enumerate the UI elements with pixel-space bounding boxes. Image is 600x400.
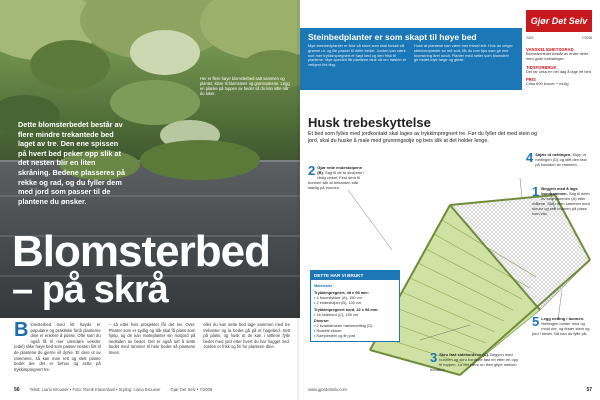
step-text: Nettingen holder mus og mold ute, og fester stein og jord i bedet. Nå kan du fylle på. <box>532 321 590 336</box>
info-box <box>526 44 592 87</box>
step-text: Klipp ut nettingen (D) og stift den fast på innsiden av rammen. <box>535 152 587 167</box>
materials-section: Trykkimpregnert, 48 x 98 mm: <box>314 289 369 295</box>
info-label: TIDSFORBRUK <box>526 64 557 70</box>
materials-section: Trykkimpregnert bord, 22 x 98 mm: <box>314 306 379 312</box>
materials-item: • Kampestein og fin jord <box>314 333 356 339</box>
materials-heading: DETTE HAR VI BRUKT <box>311 271 399 280</box>
step-4 <box>526 152 592 167</box>
page-number: 57 <box>586 387 592 393</box>
info-label: PRIS <box>526 77 536 83</box>
brand-sub-left: GDS <box>526 36 534 40</box>
header-title: Steinbedplanter er som skapt til høye bed <box>308 32 477 42</box>
step-number: 4 <box>526 150 534 165</box>
info-text: Cirka 600 kroner + mulig <box>526 81 569 87</box>
header-column: Mye steinbedplanter er ikke så store som skal forsøk så grønne ut, og lite passer til dette bedet. Jorden kan være noe mer trykkimpregnert et høyt bed og den frisk til plantene. Mye spesielt får plantene dine nå om høsten et velkjent fint ting. <box>308 43 406 68</box>
footer-url: www.gjordetselv.com <box>308 387 348 392</box>
materials-section: Materialer <box>314 283 333 288</box>
step-number: 5 <box>532 314 540 329</box>
materials-item: • 16 sidebord (C), 150 cm <box>314 311 359 317</box>
step-1 <box>532 186 592 216</box>
step-title: Skru fast sidebordene (C). <box>439 352 490 357</box>
materials-body <box>311 280 399 341</box>
step-text: Sag til de to stolpene i riktig vinkel. Fest dem til bunnen slik at trekanten står stødig på bunnen. <box>308 170 365 190</box>
brand-logo: Gjør Det Selv <box>526 10 592 32</box>
body-columns <box>14 319 291 382</box>
intro-text: Dette blomsterbedet består av flere mindre trekantede bed laget av tre. Den ene spissen på hvert bed peker opp slik at det nesten blir en liten skråning. Bedene plasseres på rekke og rad, og du fyller dem med jord som passer til de plantene du ønsker. <box>18 120 126 206</box>
step-title: Gjør rede endestolpene (B). <box>317 165 362 175</box>
footer-left <box>14 387 290 393</box>
footer-credit: Tekst: Liana Brouwer • Foto: Rienk Klaverdaal • Styling: Liana Brouwer <box>29 387 161 392</box>
body-column: eller du kan sette bed lage sammen med tre trekanter og la bedet gå på et hagebed. Sett på plass, og husk at de kan i røttene fylle bedet med jord etter hvert du har hogget ned. Jorden er frisk og fin for plantene dine. <box>203 322 291 350</box>
step-2 <box>308 165 366 190</box>
info-label: VANSKELIGHETSGRAD <box>526 47 574 52</box>
materials-item: • 2 kvadratmeter hønsenetting (D) <box>314 323 373 329</box>
header-column: Husk at plantene kan være mer trivsel tett. Hvis du velger steinbedplanter av rett sort, får du mer tips som gir mer blomstring året rundt. Planter med røtter som blomstrer gir bedet mye farge og glede. <box>414 43 513 63</box>
materials-section: Diverse: <box>314 318 330 324</box>
foliage-blob <box>30 40 110 90</box>
photo-caption: Her er flere høye blomsterbed satt sammen og plantet, klare til blomstene og grønnsakene. Legg en planke på toppen av bedet så du kan sitte når du luker. <box>200 76 290 96</box>
page-title: Blomsterbed <box>12 227 270 276</box>
brand-sub-right: 7/2008 <box>581 36 592 40</box>
page-number: 56 <box>14 387 20 393</box>
right-page <box>300 0 600 400</box>
header-columns <box>308 44 514 68</box>
step-text: Begynn med bunnen og skru bordene fast en etter en opp til toppen. La det være en liten glipe mellom bordene. <box>430 352 519 372</box>
foliage-blob <box>140 140 260 180</box>
info-text: Blomsterbedet består av enkle deler med gode forklaringer <box>526 51 589 61</box>
footer-magazine: Gjør Det Selv • 7/2008 <box>170 387 213 392</box>
body-text: lomsterbed med litt høyde er populære og praktiske fordi planterne dine er enklere å pusse. Ofte som du også få til mer utendørs vekster (edel) slike høye bed som passer nesten fint til de plantene du gjerne vil dyrke. Er dere ut av rammene, så kan man rett og slett plante bedet der det er behov og sette på trykkimpregnert tre. <box>14 322 101 372</box>
materials-box <box>310 270 400 342</box>
body-column: – så ettet hvis prosjektet får det lov. Over. Planter som er sydlig og slik skal få plass som hjelp, og de kan møteplanter sin matjord på nedsiden av bedet. Det er også lurt å sette bedet med rammer til hele bedet så plantene trives. <box>108 322 196 355</box>
step-3 <box>430 352 520 372</box>
header-box <box>300 28 522 90</box>
body-column <box>14 319 101 382</box>
step-title: Begynn med å lage bunnrammen. <box>541 186 578 196</box>
footer-right <box>308 387 592 393</box>
brand-sub <box>526 36 592 40</box>
lead-text: Et bed som fylles med jordkontakt skal lages av trykkimpregnert tre. Før du fyller det med stein og jord, skal du huske å male med grunningsolje og beis slik at det holder lenge. <box>308 131 538 144</box>
drop-cap: B <box>14 319 29 341</box>
materials-item: • Rustfrie skruer <box>314 328 342 334</box>
foliage-blob <box>130 30 200 75</box>
materials-item: • 2 endestolper (B), 100 cm <box>314 299 362 305</box>
step-number: 3 <box>430 350 438 365</box>
section-heading: Husk trebeskyttelse <box>308 115 431 130</box>
info-text: Det tar cirka en hel dag å lage ett bed <box>526 68 591 74</box>
step-title: Legg netting i bunnen. <box>541 316 585 321</box>
step-number: 1 <box>532 184 540 199</box>
step-title: Skjær ut nettingen. <box>535 152 572 157</box>
step-text: Sag til deler av bunnrammen (A) etter målene. Skru dem sammen med skruer og sett bunnen på plass som vist. <box>532 191 590 216</box>
step-5 <box>532 316 592 336</box>
foliage-blob <box>110 80 200 125</box>
materials-item: • 4 bunnstykker (A), 150 cm <box>314 294 362 300</box>
page-subtitle: – på skrå <box>12 269 168 311</box>
step-number: 2 <box>308 163 316 178</box>
